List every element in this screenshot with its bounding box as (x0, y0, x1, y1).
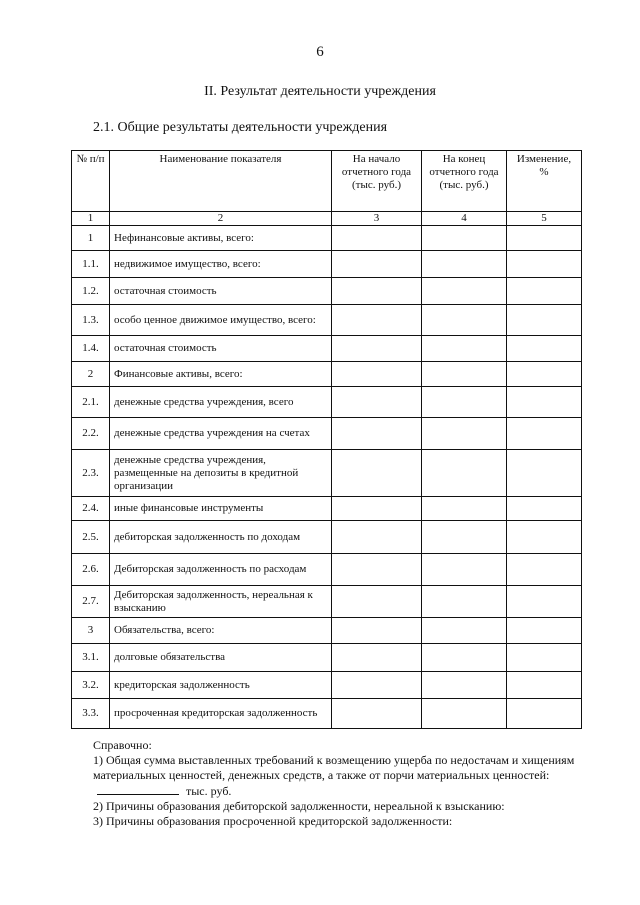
note-item-3: 3) Причины образования просроченной кредиторской задолженности: (93, 814, 453, 828)
row-name: денежные средства учреждения на счетах (110, 418, 332, 450)
cell-end (422, 418, 507, 450)
table-row (72, 305, 582, 336)
table-row (72, 387, 582, 418)
table-row (72, 618, 582, 644)
cell-start (332, 387, 422, 418)
column-number: 1 (72, 212, 110, 226)
cell-change (507, 418, 582, 450)
row-number: 1.1. (72, 251, 110, 278)
cell-start (332, 362, 422, 387)
row-name: Дебиторская задолженность по расходам (110, 554, 332, 586)
cell-end (422, 305, 507, 336)
header-change: Изменение, % (507, 151, 582, 212)
row-number: 1.3. (72, 305, 110, 336)
cell-start (332, 586, 422, 618)
cell-change (507, 450, 582, 497)
row-name: Нефинансовые активы, всего: (110, 226, 332, 251)
column-number: 3 (332, 212, 422, 226)
table-row (72, 450, 582, 497)
cell-change (507, 586, 582, 618)
column-number: 2 (110, 212, 332, 226)
cell-change (507, 226, 582, 251)
header-name: Наименование показателя (110, 151, 332, 212)
row-name: кредиторская задолженность (110, 672, 332, 699)
cell-start (332, 497, 422, 521)
row-number: 3.3. (72, 699, 110, 729)
row-name: денежные средства учреждения, размещенные на депозиты в кредитной организации (110, 450, 332, 497)
note-item-1 (93, 753, 583, 799)
row-number: 1.2. (72, 278, 110, 305)
cell-start (332, 305, 422, 336)
row-number: 1.4. (72, 336, 110, 362)
cell-change (507, 554, 582, 586)
cell-end (422, 554, 507, 586)
cell-start (332, 278, 422, 305)
notes-section (93, 738, 583, 829)
row-number: 1 (72, 226, 110, 251)
cell-change (507, 521, 582, 554)
table-row (72, 699, 582, 729)
cell-change (507, 672, 582, 699)
row-name: Обязательства, всего: (110, 618, 332, 644)
cell-end (422, 521, 507, 554)
row-number: 2.4. (72, 497, 110, 521)
row-number: 2.2. (72, 418, 110, 450)
table-row (72, 644, 582, 672)
cell-change (507, 278, 582, 305)
row-name: остаточная стоимость (110, 336, 332, 362)
table-row (72, 278, 582, 305)
table-row (72, 226, 582, 251)
table-row (72, 497, 582, 521)
cell-start (332, 521, 422, 554)
cell-change (507, 644, 582, 672)
cell-start (332, 251, 422, 278)
cell-start (332, 644, 422, 672)
table-row (72, 521, 582, 554)
table-row (72, 586, 582, 618)
row-number: 2.7. (72, 586, 110, 618)
cell-change (507, 618, 582, 644)
row-name: Финансовые активы, всего: (110, 362, 332, 387)
cell-end (422, 362, 507, 387)
row-name: недвижимое имущество, всего: (110, 251, 332, 278)
note-item-1-text: 1) Общая сумма выставленных требований к возмещению ущерба по недостачам и хищениям материальных ценностей, денежных средств, а также от порчи материальных ценностей: (93, 753, 575, 782)
cell-start (332, 554, 422, 586)
table-row (72, 672, 582, 699)
cell-start (332, 672, 422, 699)
cell-change (507, 251, 582, 278)
subsection-title: 2.1. Общие результаты деятельности учреждения (93, 120, 388, 135)
row-name: долговые обязательства (110, 644, 332, 672)
cell-end (422, 387, 507, 418)
cell-change (507, 336, 582, 362)
cell-start (332, 618, 422, 644)
header-start: На начало отчетного года (тыс. руб.) (332, 151, 422, 212)
cell-change (507, 387, 582, 418)
row-number: 2 (72, 362, 110, 387)
cell-end (422, 618, 507, 644)
row-name: иные финансовые инструменты (110, 497, 332, 521)
fill-in-blank (97, 783, 179, 795)
cell-start (332, 336, 422, 362)
cell-change (507, 362, 582, 387)
cell-end (422, 336, 507, 362)
cell-end (422, 450, 507, 497)
row-name: остаточная стоимость (110, 278, 332, 305)
cell-end (422, 699, 507, 729)
cell-start (332, 699, 422, 729)
note-item-2: 2) Причины образования дебиторской задолженности, нереальной к взысканию: (93, 799, 505, 813)
column-number: 5 (507, 212, 582, 226)
note-item-1-unit: тыс. руб. (186, 784, 232, 798)
cell-end (422, 226, 507, 251)
cell-end (422, 586, 507, 618)
cell-change (507, 699, 582, 729)
page-number: 6 (316, 44, 324, 60)
column-number: 4 (422, 212, 507, 226)
notes-heading: Справочно: (93, 738, 152, 752)
row-number: 3 (72, 618, 110, 644)
row-name: дебиторская задолженность по доходам (110, 521, 332, 554)
table-row (72, 251, 582, 278)
table-row (72, 336, 582, 362)
cell-start (332, 226, 422, 251)
cell-end (422, 251, 507, 278)
row-name: просроченная кредиторская задолженность (110, 699, 332, 729)
cell-start (332, 450, 422, 497)
cell-start (332, 418, 422, 450)
cell-end (422, 278, 507, 305)
row-number: 2.5. (72, 521, 110, 554)
row-number: 2.6. (72, 554, 110, 586)
cell-change (507, 497, 582, 521)
results-table (71, 150, 582, 729)
header-num: № п/п (72, 151, 110, 212)
section-title: II. Результат деятельности учреждения (204, 84, 436, 99)
row-number: 3.2. (72, 672, 110, 699)
row-name: Дебиторская задолженность, нереальная к взысканию (110, 586, 332, 618)
header-end: На конец отчетного года (тыс. руб.) (422, 151, 507, 212)
cell-end (422, 497, 507, 521)
row-name: особо ценное движимое имущество, всего: (110, 305, 332, 336)
cell-end (422, 644, 507, 672)
cell-end (422, 672, 507, 699)
table-row (72, 418, 582, 450)
table-row (72, 554, 582, 586)
row-number: 2.3. (72, 450, 110, 497)
row-number: 2.1. (72, 387, 110, 418)
table-row (72, 362, 582, 387)
row-number: 3.1. (72, 644, 110, 672)
cell-change (507, 305, 582, 336)
row-name: денежные средства учреждения, всего (110, 387, 332, 418)
